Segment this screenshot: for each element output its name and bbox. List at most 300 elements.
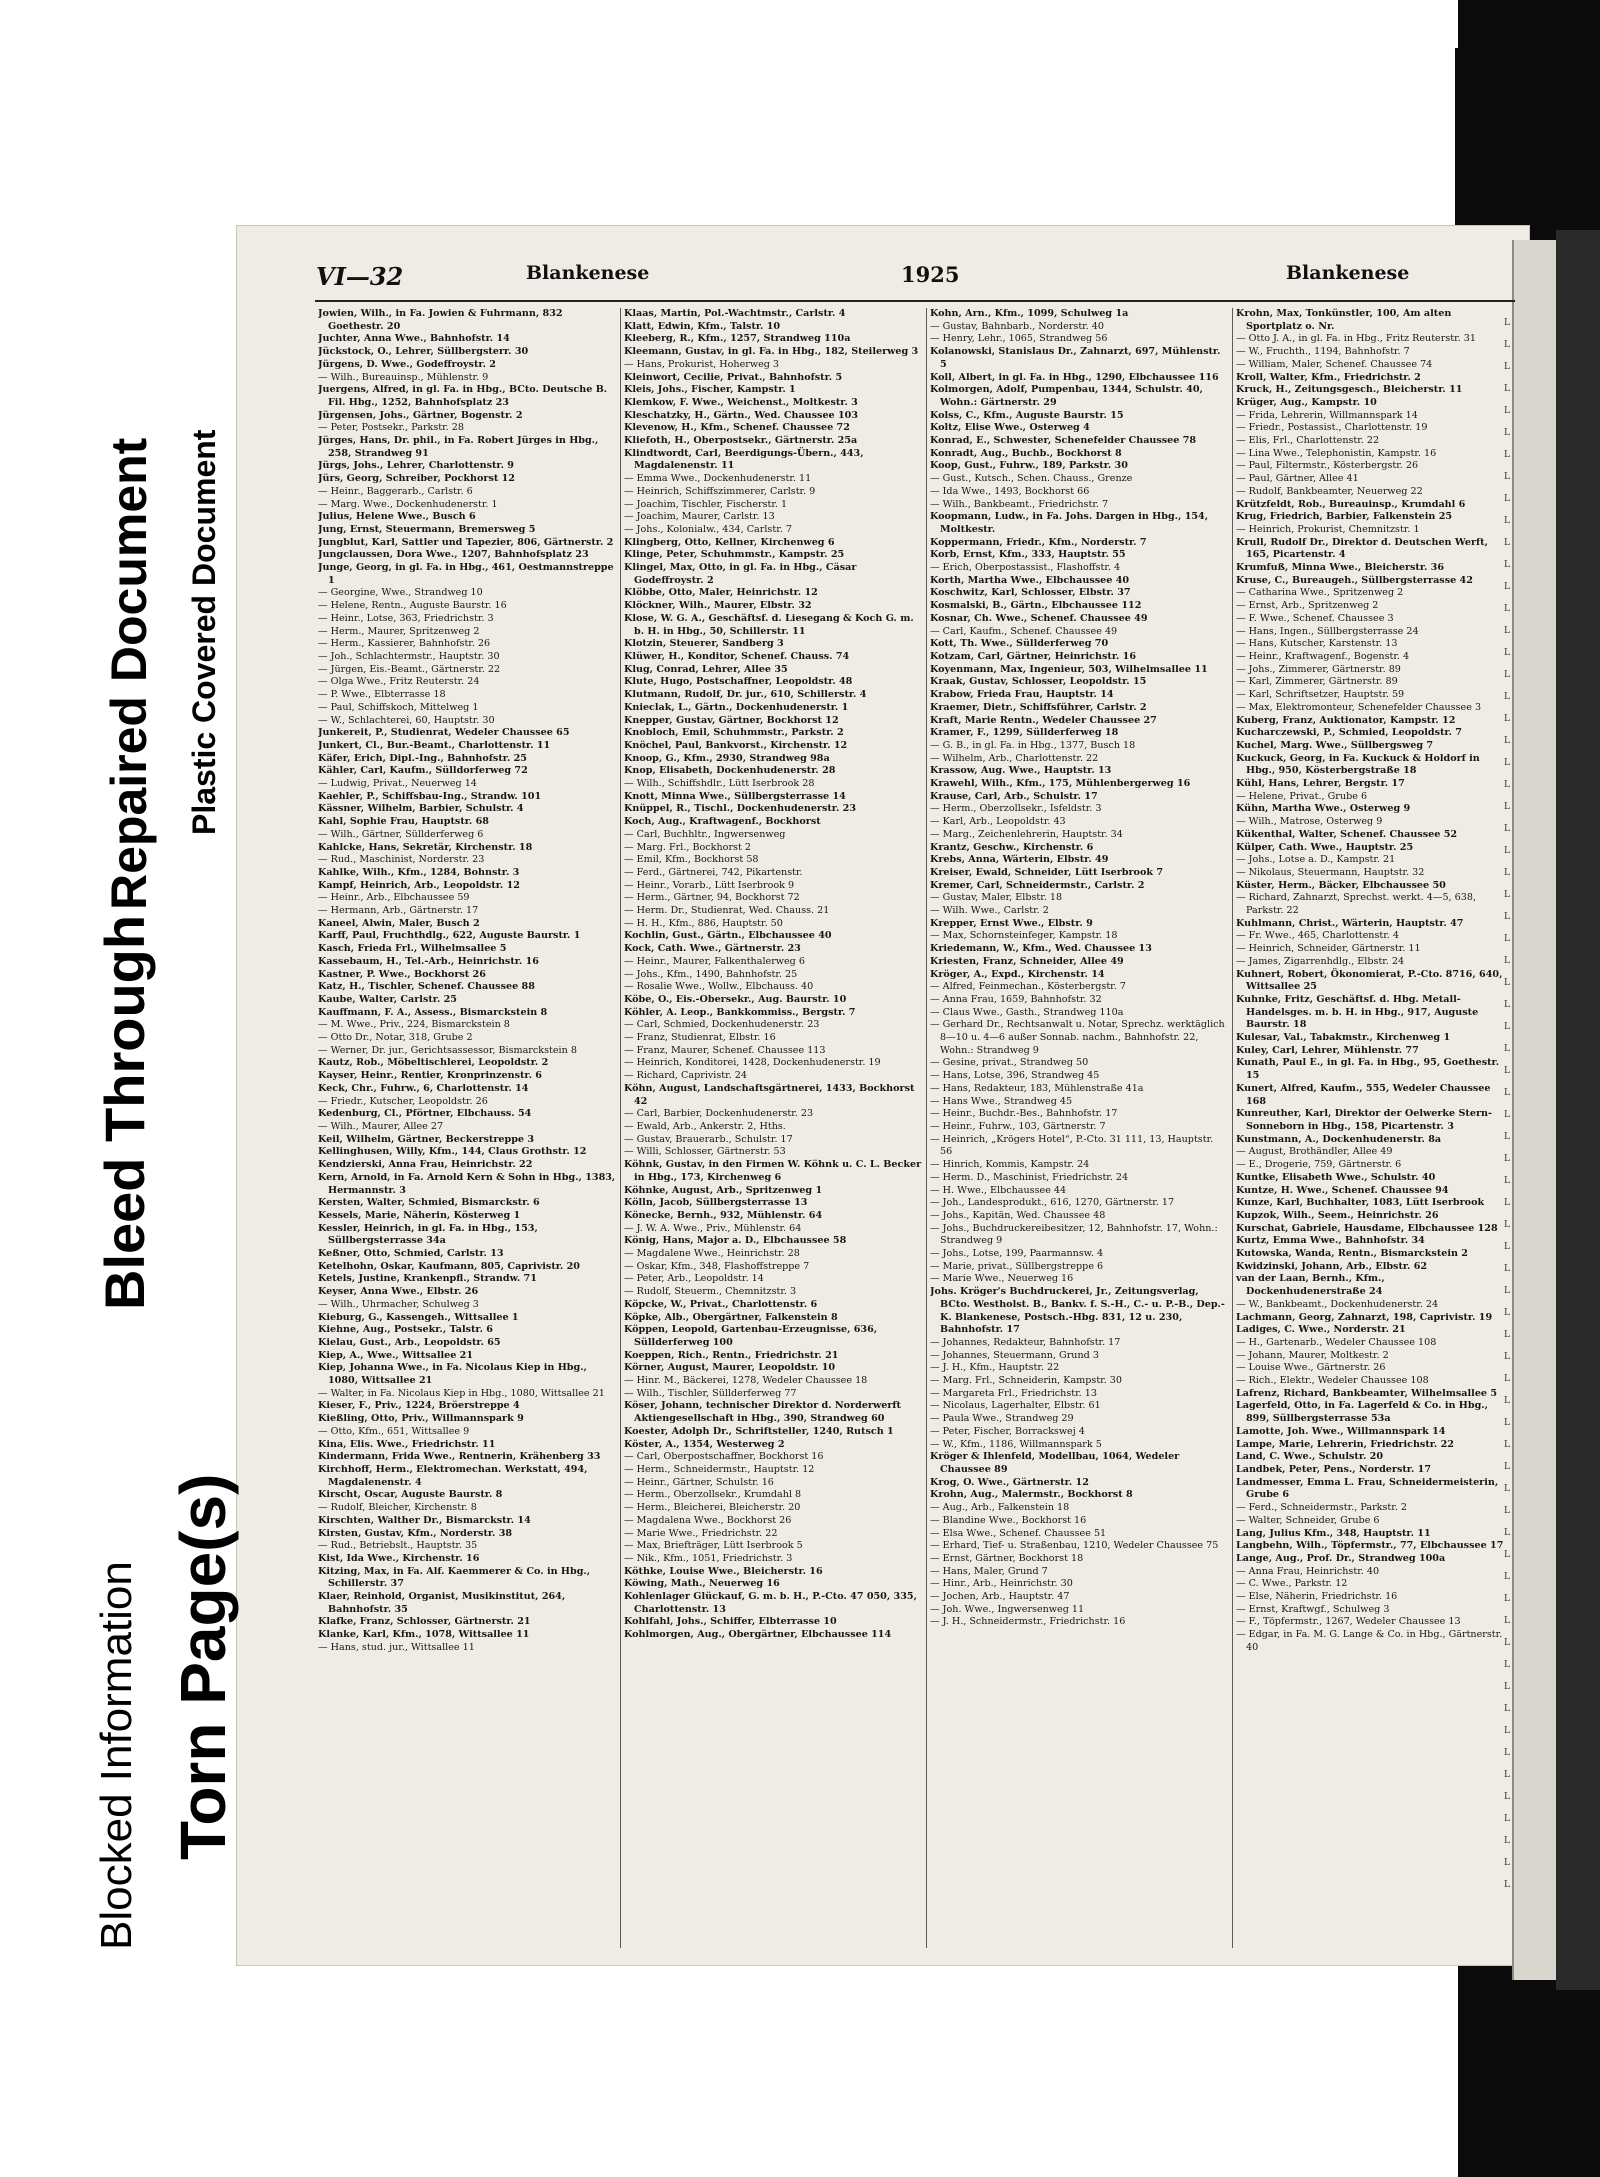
- directory-entry: — Hans, Ingen., Süllbergsterrasse 24: [1236, 625, 1419, 637]
- directory-entry: Keil, Wilhelm, Gärtner, Beckerstreppe 3: [318, 1133, 535, 1145]
- directory-entry: Kosnar, Ch. Wwe., Schenef. Chaussee 49: [930, 612, 1148, 624]
- directory-entry: Koltz, Elise Wwe., Osterweg 4: [930, 422, 1090, 434]
- directory-entry: — Olga Wwe., Fritz Reuterstr. 24: [318, 676, 480, 688]
- directory-entry: — Paul, Gärtner, Allee 41: [1236, 473, 1359, 485]
- directory-entry: Jungclaussen, Dora Wwe., 1207, Bahnhofsplatz 23: [318, 549, 589, 561]
- directory-entry: Kuhlmann, Christ., Wärterin, Hauptstr. 47: [1236, 917, 1464, 929]
- margin-letters: L L L L L L L L L L L L L L L L L L L L L L L L L L L L L L L L L L L L L L L L L L L L L L L L L L L L L L L L L L L L L L L L L L L L L L L L: [1504, 318, 1510, 1890]
- directory-entry: — Max, Schornsteinfeger, Kampstr. 18: [930, 930, 1118, 942]
- directory-entry: Kässner, Wilhelm, Barbier, Schulstr. 4: [318, 803, 524, 815]
- directory-entry: — Friedr., Kutscher, Leopoldstr. 26: [318, 1095, 488, 1107]
- directory-entry: Knieclak, L., Gärtn., Dockenhudenerstr. 1: [624, 701, 849, 713]
- directory-entry: — Wilh., Maurer, Allee 27: [318, 1121, 444, 1132]
- directory-entry: Kunreuther, Karl, Direktor der Oelwerke Stern-Sonneborn in Hbg., 158, Picartenstr. 3: [1236, 1108, 1492, 1132]
- directory-entry: — Nikolaus, Steuermann, Hauptstr. 32: [1236, 866, 1425, 878]
- directory-entry: — Heinr., Fuhrw., 103, Gärtnerstr. 7: [930, 1121, 1106, 1132]
- directory-entry: — H. H., Kfm., 886, Hauptstr. 50: [624, 917, 783, 929]
- directory-entry: — Johann, Maurer, Moltkestr. 2: [1236, 1349, 1389, 1361]
- directory-entry: Ketelhohn, Oskar, Kaufmann, 805, Caprivistr. 20: [318, 1260, 580, 1272]
- directory-entry: Käfer, Erich, Dipl.-Ing., Bahnhofstr. 25: [318, 752, 527, 764]
- directory-entry: — Wilh., Schiffshdlr., Lütt Iserbrook 28: [624, 778, 815, 790]
- directory-entry: — Herm., Maurer, Spritzenweg 2: [318, 625, 480, 637]
- directory-entry: — Magdalena Wwe., Bockhorst 26: [624, 1514, 792, 1526]
- directory-entry: — Hans, Maler, Grund 7: [930, 1565, 1048, 1577]
- directory-entry: — Anna Frau, Heinrichstr. 40: [1236, 1565, 1380, 1577]
- directory-entry: Kolanowski, Stanislaus Dr., Zahnarzt, 697, Mühlenstr. 5: [930, 346, 1221, 370]
- header-rule: [315, 300, 1515, 302]
- directory-entry: Jürges, Hans, Dr. phil., in Fa. Robert Jürges in Hbg., 258, Strandweg 91: [318, 435, 599, 459]
- directory-entry: Kirscht, Oscar, Auguste Baurstr. 8: [318, 1489, 503, 1501]
- directory-entry: Kunstmann, A., Dockenhudenerstr. 8a: [1236, 1133, 1442, 1145]
- directory-entry: Lang, Julius Kfm., 348, Hauptstr. 11: [1236, 1527, 1431, 1539]
- directory-entry: Lampe, Marie, Lehrerin, Friedrichstr. 22: [1236, 1438, 1454, 1450]
- directory-entry: — Hans, Prokurist, Hoherweg 3: [624, 358, 780, 370]
- directory-entry: — Hinrich, Kommis, Kampstr. 24: [930, 1159, 1090, 1171]
- directory-entry: — Wilhelm, Arb., Charlottenstr. 22: [930, 752, 1099, 764]
- directory-entry: Köhler, A. Leop., Bankkommiss., Bergstr. 7: [624, 1006, 856, 1018]
- directory-entry: Julius, Helene Wwe., Busch 6: [318, 511, 476, 523]
- directory-entry: Krull, Rudolf Dr., Direktor d. Deutschen Werft, 165, Picartenstr. 4: [1236, 536, 1488, 561]
- directory-entry: Kitzing, Max, in Fa. Alf. Kaemmerer & Co. in Hbg., Schillerstr. 37: [318, 1565, 591, 1590]
- directory-entry: Köpcke, W., Privat., Charlottenstr. 6: [624, 1298, 818, 1310]
- directory-entry: Kunze, Karl, Buchhalter, 1083, Lütt Iserbrook: [1236, 1197, 1485, 1209]
- directory-entry: Kirschten, Walther Dr., Bismarckstr. 14: [318, 1514, 531, 1526]
- directory-column-2: [624, 308, 922, 1948]
- directory-entry: Kohlmorgen, Aug., Obergärtner, Elbchaussee 114: [624, 1629, 892, 1641]
- directory-entry: Kolmorgen, Adolf, Pumpenbau, 1344, Schulstr. 40, Wohn.: Gärtnerstr. 29: [930, 384, 1203, 408]
- directory-entry: Kießling, Otto, Priv., Willmannspark 9: [318, 1413, 524, 1425]
- directory-entry: — Marg., Zeichenlehrerin, Hauptstr. 34: [930, 828, 1123, 840]
- directory-entry: Lafrenz, Richard, Bankbeamter, Wilhelmsallee 5: [1236, 1387, 1498, 1399]
- directory-column-1: [318, 308, 616, 1948]
- directory-entry: Kochlin, Gust., Gärtn., Elbchaussee 40: [624, 930, 832, 942]
- directory-entry: Land, C. Wwe., Schulstr. 20: [1236, 1451, 1384, 1463]
- directory-entry: Kunert, Alfred, Kaufm., 555, Wedeler Chaussee 168: [1236, 1082, 1491, 1107]
- directory-entry: — Max, Briefträger, Lütt Iserbrook 5: [624, 1540, 803, 1552]
- directory-entry: — W., Bankbeamt., Dockenhudenerstr. 24: [1236, 1298, 1439, 1310]
- directory-entry: — Gustav, Bahnbarb., Norderstr. 40: [930, 320, 1105, 332]
- directory-entry: Kedenburg, Cl., Pförtner, Elbchauss. 54: [318, 1108, 532, 1120]
- directory-entry: — Johs., Kfm., 1490, Bahnhofstr. 25: [624, 968, 798, 980]
- directory-entry: Kessels, Marie, Näherin, Kösterweg 1: [318, 1209, 521, 1221]
- directory-entry: Kleinwort, Cecilie, Privat., Bahnhofstr. 5: [624, 371, 843, 383]
- directory-entry: Korb, Ernst, Kfm., 333, Hauptstr. 55: [930, 549, 1126, 561]
- directory-entry: — Heinrich, Konditorei, 1428, Dockenhudenerstr. 19: [624, 1057, 881, 1069]
- directory-entry: — Marg. Frl., Schneiderin, Kampstr. 30: [930, 1375, 1123, 1387]
- directory-entry: — Heinrich, „Krögers Hotel“, P.-Cto. 31 111, 13, Hauptstr. 56: [930, 1133, 1214, 1158]
- directory-entry: — Wilh. Wwe., Carlstr. 2: [930, 905, 1049, 917]
- directory-entry: — Heinr., Baggerarb., Carlstr. 6: [318, 485, 473, 497]
- directory-entry: Kirchhoff, Herm., Elektromechan. Werkstatt, 494, Magdalenenstr. 4: [318, 1463, 588, 1488]
- directory-entry: — Louise Wwe., Gärtnerstr. 26: [1236, 1362, 1386, 1374]
- directory-entry: Koop, Gust., Fuhrw., 189, Parkstr. 30: [930, 460, 1128, 472]
- directory-entry: — Wilh., Bureauinsp., Mühlenstr. 9: [318, 371, 489, 383]
- directory-entry: Klüwer, H., Konditor, Schenef. Chauss. 74: [624, 650, 850, 662]
- directory-entry: Klutmann, Rudolf, Dr. jur., 610, Schillerstr. 4: [624, 689, 867, 701]
- directory-entry: Kremer, Carl, Schneidermstr., Carlstr. 2: [930, 879, 1145, 891]
- directory-entry: Kulesar, Val., Tabakmstr., Kirchenweg 1: [1236, 1032, 1451, 1044]
- directory-entry: — Herm., Kassierer, Bahnhofstr. 26: [318, 638, 491, 650]
- directory-entry: — Rud., Maschinist, Norderstr. 23: [318, 854, 485, 866]
- directory-entry: Kern, Arnold, in Fa. Arnold Kern & Sohn in Hbg., 1383, Hermannstr. 3: [318, 1171, 616, 1196]
- directory-entry: — Walter, Schneider, Grube 6: [1236, 1514, 1380, 1526]
- directory-entry: Kölln, Jacob, Süllbergsterrasse 13: [624, 1197, 808, 1209]
- directory-entry: — Marie, privat., Süllbergstreppe 6: [930, 1260, 1104, 1272]
- directory-entry: Kuley, Carl, Lehrer, Mühlenstr. 77: [1236, 1044, 1419, 1056]
- directory-entry: — Erhard, Tief- u. Straßenbau, 1210, Wedeler Chaussee 75: [930, 1540, 1219, 1552]
- directory-entry: — Otto, Kfm., 651, Wittsallee 9: [318, 1425, 470, 1437]
- directory-entry: Krawehl, Wilh., Kfm., 175, Mühlenbergerweg 16: [930, 778, 1191, 790]
- directory-entry: — Erich, Oberpostassist., Flashoffstr. 4: [930, 562, 1121, 574]
- directory-entry: Kautz, Rob., Möbeltischlerei, Leopoldstr. 2: [318, 1057, 549, 1069]
- directory-entry: — Johs., Kapitän, Wed. Chaussee 48: [930, 1209, 1106, 1221]
- directory-entry: Kleeberg, R., Kfm., 1257, Strandweg 110a: [624, 333, 851, 345]
- directory-entry: — Emil, Kfm., Bockhorst 58: [624, 854, 759, 866]
- directory-entry: — Carl, Schmied, Dockenhudenerstr. 23: [624, 1019, 820, 1031]
- directory-entry: — Margareta Frl., Friedrichstr. 13: [930, 1387, 1097, 1399]
- directory-entry: Kersten, Walter, Schmied, Bismarckstr. 6: [318, 1197, 540, 1209]
- directory-entry: Keßner, Otto, Schmied, Carlstr. 13: [318, 1248, 504, 1260]
- directory-entry: Kiep, Johanna Wwe., in Fa. Nicolaus Kiep in Hbg., 1080, Wittsallee 21: [318, 1362, 587, 1387]
- directory-entry: — Rich., Elektr., Wedeler Chaussee 108: [1236, 1375, 1429, 1387]
- directory-entry: Knüppel, R., Tischl., Dockenhudenerstr. 23: [624, 803, 857, 815]
- directory-entry: — Marg. Frl., Bockhorst 2: [624, 841, 751, 853]
- directory-entry: Jürgs, Johs., Lehrer, Charlottenstr. 9: [318, 460, 514, 472]
- page-number: VI—32: [316, 262, 404, 291]
- directory-entry: Köhnk, Gustav, in den Firmen W. Köhnk u. C. L. Becker in Hbg., 173, Kirchenweg 6: [624, 1159, 922, 1183]
- directory-entry: Kohlfahl, Johs., Schiffer, Elbterrasse 10: [624, 1616, 837, 1628]
- directory-entry: — Else, Näherin, Friedrichstr. 16: [1236, 1591, 1398, 1603]
- directory-entry: — Wilh., Matrose, Osterweg 9: [1236, 816, 1383, 828]
- directory-entry: — Ernst, Gärtner, Bockhorst 18: [930, 1552, 1084, 1564]
- directory-entry: Klose, W. G. A., Geschäftsf. d. Liesegang & Koch G. m. b. H. in Hbg., 50, Schillerstr. 11: [624, 612, 914, 637]
- directory-entry: — Ernst, Arb., Spritzenweg 2: [1236, 600, 1379, 612]
- directory-entry: — J. H., Schneidermstr., Friedrichstr. 16: [930, 1616, 1126, 1628]
- directory-entry: Knobloch, Emil, Schuhmmstr., Parkstr. 2: [624, 727, 844, 739]
- directory-entry: Kotzam, Carl, Gärtner, Heinrichstr. 16: [930, 650, 1137, 662]
- directory-entry: Krog, O. Wwe., Gärtnerstr. 12: [930, 1476, 1089, 1488]
- directory-entry: Koeppen, Rich., Rentn., Friedrichstr. 21: [624, 1349, 839, 1361]
- directory-entry: — Willi, Schlosser, Gärtnerstr. 53: [624, 1146, 786, 1158]
- directory-entry: — Lina Wwe., Telephonistin, Kampstr. 16: [1236, 447, 1437, 459]
- directory-entry: — Hans Wwe., Strandweg 45: [930, 1095, 1073, 1107]
- directory-entry: Korth, Martha Wwe., Elbchaussee 40: [930, 574, 1130, 586]
- directory-entry: Köhn, August, Landschaftsgärtnerei, 1433, Bockhorst 42: [624, 1082, 915, 1107]
- directory-entry: Kröger & Ihlenfeld, Modellbau, 1064, Wedeler Chaussee 89: [930, 1451, 1180, 1475]
- directory-entry: Köthke, Louise Wwe., Bleicherstr. 16: [624, 1565, 823, 1577]
- directory-entry: — Rudolf, Steuerm., Chemnitzstr. 3: [624, 1286, 797, 1298]
- directory-entry: Kieburg, G., Kassengeh., Wittsallee 1: [318, 1311, 519, 1323]
- label-bleed-through: Bleed Through: [93, 914, 156, 1310]
- running-head: [276, 262, 1506, 292]
- directory-entry: Krebs, Anna, Wärterin, Elbstr. 49: [930, 854, 1109, 866]
- directory-entry: — Gustav, Maler, Elbstr. 18: [930, 892, 1063, 904]
- directory-entry: — Wilh., Uhrmacher, Schulweg 3: [318, 1298, 479, 1310]
- directory-entry: — Werner, Dr. jur., Gerichtsassessor, Bismarckstein 8: [318, 1044, 577, 1056]
- directory-entry: Kunath, Paul E., in gl. Fa. in Hbg., 95, Goethestr. 15: [1236, 1057, 1500, 1082]
- directory-entry: — Marie Wwe., Neuerweg 16: [930, 1273, 1074, 1285]
- directory-entry: Krabow, Frieda Frau, Hauptstr. 14: [930, 689, 1114, 701]
- label-torn-pages: Torn Page(s): [167, 1473, 239, 1860]
- directory-entry: Johs. Kröger's Buchdruckerei, Jr., Zeitungsverlag, BCto. Westholst. B., Bankv. f. S.-H., C.- u. P.-B., Dep.-K. Blankenese, Postsch.-Hbg. 831, 12 u. 230, Bahnhofstr. 17: [930, 1286, 1225, 1336]
- directory-entry: — Carl, Kaufm., Schenef. Chaussee 49: [930, 625, 1118, 637]
- directory-entry: Krüger, Aug., Kampstr. 10: [1236, 396, 1377, 408]
- directory-entry: — Karl, Arb., Leopoldstr. 43: [930, 816, 1066, 828]
- directory-entry: Kiehne, Aug., Postsekr., Talstr. 6: [318, 1324, 493, 1336]
- directory-entry: Klafke, Franz, Schlosser, Gärtnerstr. 21: [318, 1616, 531, 1628]
- directory-entry: — Ida Wwe., 1493, Bockhorst 66: [930, 485, 1090, 497]
- directory-entry: — Johs., Buchdruckereibesitzer, 12, Bahnhofstr. 17, Wohn.: Strandweg 9: [930, 1222, 1218, 1247]
- directory-entry: — Peter, Arb., Leopoldstr. 14: [624, 1273, 764, 1285]
- directory-entry: — Karl, Zimmerer, Gärtnerstr. 89: [1236, 676, 1398, 688]
- directory-entry: Kauffmann, F. A., Assess., Bismarckstein 8: [318, 1006, 548, 1018]
- directory-entry: Kurtz, Emma Wwe., Bahnhofstr. 34: [1236, 1235, 1425, 1247]
- directory-entry: — Fr. Wwe., 465, Charlottenstr. 4: [1236, 930, 1399, 942]
- directory-entry: Köbe, O., Eis.-Obersekr., Aug. Baurstr. 10: [624, 993, 847, 1005]
- directory-entry: Kendzierski, Anna Frau, Heinrichstr. 22: [318, 1159, 533, 1171]
- directory-entry: — Oskar, Kfm., 348, Flashoffstreppe 7: [624, 1260, 810, 1272]
- directory-entry: — Anna Frau, 1659, Bahnhofstr. 32: [930, 993, 1102, 1005]
- directory-entry: Kindermann, Frida Wwe., Rentnerin, Krähenberg 33: [318, 1451, 601, 1463]
- directory-entry: Kreiser, Ewald, Schneider, Lütt Iserbrook 7: [930, 866, 1164, 878]
- directory-entry: — W., Fruchth., 1194, Bahnhofstr. 7: [1236, 346, 1410, 358]
- directory-entry: Kurschat, Gabriele, Hausdame, Elbchaussee 128: [1236, 1222, 1498, 1234]
- directory-entry: — Helene, Privat., Grube 6: [1236, 790, 1368, 802]
- directory-entry: Knott, Minna Wwe., Süllbergsterrasse 14: [624, 790, 846, 802]
- directory-entry: — James, Zigarrenhdlg., Elbstr. 24: [1236, 955, 1405, 967]
- directory-entry: Klug, Conrad, Lehrer, Allee 35: [624, 663, 788, 675]
- directory-entry: Kayser, Heinr., Rentier, Kronprinzenstr. 6: [318, 1070, 542, 1082]
- directory-entry: Kuckuck, Georg, in Fa. Kuckuck & Holdorf in Hbg., 950, Kösterbergstraße 18: [1236, 752, 1480, 777]
- directory-entry: Kampf, Heinrich, Arb., Leopoldstr. 12: [318, 879, 520, 891]
- directory-entry: Junge, Georg, in gl. Fa. in Hbg., 461, Oestmannstreppe 1: [318, 562, 614, 586]
- directory-entry: Kaehler, P., Schiffsbau-Ing., Strandw. 101: [318, 790, 542, 802]
- directory-entry: Kuntze, H. Wwe., Schenef. Chaussee 94: [1236, 1184, 1449, 1196]
- directory-entry: — G. B., in gl. Fa. in Hbg., 1377, Busch 18: [930, 739, 1136, 751]
- directory-entry: — Heinr., Maurer, Falkenthalerweg 6: [624, 955, 805, 967]
- directory-entry: — Franz, Studienrat, Elbstr. 16: [624, 1032, 776, 1044]
- directory-entry: Kolss, C., Kfm., Auguste Baurstr. 15: [930, 409, 1124, 421]
- directory-entry: — Nicolaus, Lagerhalter, Elbstr. 61: [930, 1400, 1101, 1412]
- directory-entry: Klinge, Peter, Schuhmmstr., Kampstr. 25: [624, 549, 845, 561]
- directory-entry: — Heinr., Gärtner, Schulstr. 16: [624, 1476, 774, 1488]
- directory-entry: Jowien, Wilh., in Fa. Jowien & Fuhrmann, 832 Goethestr. 20: [318, 308, 563, 332]
- directory-entry: Kraak, Gustav, Schlosser, Leopoldstr. 15: [930, 676, 1147, 688]
- directory-entry: Könecke, Bernh., 932, Mühlenstr. 64: [624, 1209, 823, 1221]
- directory-entry: Lachmann, Georg, Zahnarzt, 198, Caprivistr. 19: [1236, 1311, 1493, 1323]
- directory-entry: Klöbbe, Otto, Maler, Heinrichstr. 12: [624, 587, 818, 599]
- directory-entry: Köwing, Math., Neuerweg 16: [624, 1578, 780, 1590]
- directory-entry: Kaneel, Alwin, Maler, Busch 2: [318, 917, 480, 929]
- directory-entry: — Herm., Oberzollsekr., Krumdahl 8: [624, 1489, 802, 1501]
- directory-entry: Kessler, Heinrich, in gl. Fa. in Hbg., 153, Süllbergsterrasse 34a: [318, 1222, 538, 1247]
- column-divider: [1232, 308, 1233, 1948]
- directory-entry: Kahlcke, Hans, Sekretär, Kirchenstr. 18: [318, 841, 533, 853]
- directory-entry: Kuhnert, Robert, Ökonomierat, P.-Cto. 8716, 640, Wittsallee 25: [1236, 968, 1503, 993]
- directory-entry: Klaer, Reinhold, Organist, Musikinstitut, 264, Bahnhofstr. 35: [318, 1591, 566, 1615]
- directory-entry: Klingberg, Otto, Kellner, Kirchenweg 6: [624, 536, 835, 548]
- directory-entry: Kohn, Arn., Kfm., 1099, Schulweg 1a: [930, 308, 1129, 319]
- directory-entry: — Herm. D., Maschinist, Friedrichstr. 24: [930, 1171, 1129, 1183]
- directory-column-4: [1236, 308, 1504, 1948]
- directory-entry: — E., Drogerie, 759, Gärtnerstr. 6: [1236, 1159, 1402, 1171]
- directory-entry: Kiep, A., Wwe., Wittsallee 21: [318, 1349, 474, 1361]
- directory-entry: Kliefoth, H., Oberpostsekr., Gärtnerstr. 25a: [624, 435, 858, 447]
- directory-entry: Klute, Hugo, Postschaffner, Leopoldstr. 48: [624, 676, 853, 688]
- directory-entry: — Rud., Betriebslt., Hauptstr. 35: [318, 1540, 478, 1552]
- directory-entry: — Max, Elektromonteur, Schenefelder Chaussee 3: [1236, 701, 1482, 713]
- directory-entry: — Magdalene Wwe., Heinrichstr. 28: [624, 1248, 800, 1260]
- directory-entry: Junkereit, P., Studienrat, Wedeler Chaussee 65: [318, 727, 570, 739]
- directory-entry: Kock, Cath. Wwe., Gärtnerstr. 23: [624, 943, 801, 955]
- directory-entry: Köpke, Alb., Obergärtner, Falkenstein 8: [624, 1311, 838, 1323]
- directory-entry: Kleis, Johs., Fischer, Kampstr. 1: [624, 384, 796, 396]
- directory-entry: Köhnke, August, Arb., Spritzenweg 1: [624, 1184, 823, 1196]
- directory-entry: — Joachim, Tischler, Fischerstr. 1: [624, 498, 788, 510]
- label-repaired-document: Repaired Document: [101, 437, 157, 910]
- directory-entry: Ladiges, C. Wwe., Norderstr. 21: [1236, 1324, 1406, 1336]
- directory-entry: Jung, Ernst, Steuermann, Bremersweg 5: [318, 523, 536, 535]
- directory-entry: — Gesine, privat., Strandweg 50: [930, 1057, 1089, 1069]
- directory-entry: Klöckner, Wilh., Maurer, Elbstr. 32: [624, 600, 812, 612]
- directory-entry: Kühl, Hans, Lehrer, Bergstr. 17: [1236, 778, 1405, 790]
- directory-entry: — Ewald, Arb., Ankerstr. 2, Hths.: [624, 1121, 786, 1132]
- directory-entry: — Emma Wwe., Dockenhudenerstr. 11: [624, 473, 812, 485]
- directory-entry: — Ernst, Kraftwgf., Schulweg 3: [1236, 1603, 1390, 1615]
- directory-entry: Kieser, F., Priv., 1224, Bröerstreppe 4: [318, 1400, 520, 1412]
- directory-entry: — Hermann, Arb., Gärtnerstr. 17: [318, 905, 479, 917]
- directory-entry: — Wilh., Gärtner, Süllderferweg 6: [318, 828, 484, 840]
- directory-entry: van der Laan, Bernh., Kfm., Dockenhudenerstraße 24: [1236, 1273, 1385, 1298]
- directory-entry: — C. Wwe., Parkstr. 12: [1236, 1578, 1348, 1590]
- directory-entry: Langbehn, Wilh., Töpfermstr., 77, Elbchaussee 17: [1236, 1540, 1504, 1552]
- directory-entry: — Jochen, Arb., Hauptstr. 47: [930, 1591, 1070, 1603]
- directory-entry: — Herm. Dr., Studienrat, Wed. Chauss. 21: [624, 905, 830, 917]
- directory-entry: — Aug., Arb., Falkenstein 18: [930, 1502, 1070, 1514]
- directory-entry: Koch, Aug., Kraftwagenf., Bockhorst: [624, 816, 821, 828]
- directory-entry: — Rudolf, Bankbeamter, Neuerweg 22: [1236, 485, 1423, 497]
- directory-entry: Kraft, Marie Rentn., Wedeler Chaussee 27: [930, 714, 1157, 726]
- directory-entry: — Heinr., Lotse, 363, Friedrichstr. 3: [318, 612, 494, 624]
- directory-entry: Koschwitz, Karl, Schlosser, Elbstr. 37: [930, 587, 1131, 599]
- directory-entry: — Peter, Fischer, Borrackswej 4: [930, 1425, 1085, 1437]
- directory-entry: — Henry, Lehr., 1065, Strandweg 56: [930, 333, 1108, 345]
- directory-entry: Ketels, Justine, Krankenpfl., Strandw. 71: [318, 1273, 537, 1285]
- directory-entry: Kriedemann, W., Kfm., Wed. Chaussee 13: [930, 943, 1152, 955]
- directory-entry: — Joh., Landesprodukt., 616, 1270, Gärtnerstr. 17: [930, 1197, 1175, 1209]
- directory-entry: Knepper, Gustav, Gärtner, Bockhorst 12: [624, 714, 839, 726]
- directory-entry: Kriesten, Franz, Schneider, Allee 49: [930, 955, 1124, 967]
- directory-entry: — Gust., Kutsch., Schen. Chauss., Grenze: [930, 473, 1133, 485]
- directory-entry: Klevenow, H., Kfm., Schenef. Chaussee 72: [624, 422, 850, 434]
- directory-entry: Kuberg, Franz, Auktionator, Kampstr. 12: [1236, 714, 1456, 726]
- directory-entry: Jürs, Georg, Schreiber, Pockhorst 12: [318, 473, 515, 485]
- directory-entry: Klanke, Karl, Kfm., 1078, Wittsallee 11: [318, 1629, 530, 1641]
- directory-entry: Kist, Ida Wwe., Kirchenstr. 16: [318, 1552, 480, 1564]
- directory-entry: Kraemer, Dietr., Schiffsführer, Carlstr. 2: [930, 701, 1147, 713]
- directory-entry: — Frida, Lehrerin, Willmannspark 14: [1236, 409, 1418, 421]
- directory-entry: — Friedr., Postassist., Charlottenstr. 19: [1236, 422, 1428, 434]
- directory-entry: — Johs., Lotse a. D., Kampstr. 21: [1236, 854, 1396, 866]
- directory-entry: Kahl, Sophie Frau, Hauptstr. 68: [318, 816, 489, 828]
- directory-entry: Keyser, Anna Wwe., Elbstr. 26: [318, 1286, 479, 1298]
- directory-entry: Kleemann, Gustav, in gl. Fa. in Hbg., 182, Steilerweg 3: [624, 346, 919, 358]
- directory-entry: — Paul, Filtermstr., Kösterbergstr. 26: [1236, 460, 1419, 472]
- directory-entry: Klatt, Edwin, Kfm., Talstr. 10: [624, 320, 781, 332]
- directory-entry: — H. Wwe., Elbchaussee 44: [930, 1184, 1067, 1196]
- directory-entry: — Carl, Buchhltr., Ingwersenweg: [624, 828, 786, 840]
- directory-entry: Jürgensen, Johs., Gärtner, Bogenstr. 2: [318, 409, 523, 421]
- directory-entry: Köster, A., 1354, Westerweg 2: [624, 1438, 785, 1450]
- directory-entry: — Jürgen, Eis.-Beamt., Gärtnerstr. 22: [318, 663, 501, 675]
- label-plastic-covered: Plastic Covered Document: [186, 429, 222, 835]
- column-divider: [620, 308, 621, 1948]
- directory-entry: — F., Töpfermstr., 1267, Wedeler Chaussee 13: [1236, 1616, 1461, 1628]
- directory-entry: Kohlenlager Glückauf, G. m. b. H., P.-Cto. 47 050, 335, Charlottenstr. 13: [624, 1591, 917, 1615]
- directory-entry: Kellinghusen, Willy, Kfm., 144, Claus Grothstr. 12: [318, 1146, 587, 1158]
- directory-entry: — Paul, Schiffskoch, Mittelweg 1: [318, 701, 479, 713]
- directory-entry: — Blandine Wwe., Bockhorst 16: [930, 1514, 1087, 1526]
- directory-entry: Kramer, F., 1299, Süllderferweg 18: [930, 727, 1119, 739]
- directory-entry: — F. Wwe., Schenef. Chaussee 3: [1236, 612, 1394, 624]
- directory-entry: — Johannes, Redakteur, Bahnhofstr. 17: [930, 1336, 1121, 1348]
- directory-entry: Koll, Albert, in gl. Fa. in Hbg., 1290, Elbchaussee 116: [930, 371, 1219, 383]
- directory-entry: Körner, August, Maurer, Leopoldstr. 10: [624, 1362, 836, 1374]
- directory-entry: Klingel, Max, Otto, in gl. Fa. in Hbg., Cäsar Godeffroystr. 2: [624, 562, 857, 586]
- directory-entry: Kupzok, Wilh., Seem., Heinrichstr. 26: [1236, 1209, 1439, 1221]
- directory-entry: Landbek, Peter, Pens., Norderstr. 17: [1236, 1463, 1431, 1475]
- directory-entry: — M. Wwe., Priv., 224, Bismarckstein 8: [318, 1019, 510, 1031]
- directory-entry: Knöchel, Paul, Bankvorst., Kirchenstr. 12: [624, 739, 848, 751]
- directory-entry: Kuhnke, Fritz, Geschäftsf. d. Hbg. Metall-Handelsges. m. b. H. in Hbg., 917, Auguste Baurstr. 18: [1236, 993, 1479, 1031]
- directory-entry: — Elsa Wwe., Schenef. Chaussee 51: [930, 1527, 1107, 1539]
- directory-entry: — P. Wwe., Elbterrasse 18: [318, 689, 446, 701]
- directory-entry: — Edgar, in Fa. M. G. Lange & Co. in Hbg., Gärtnerstr. 40: [1236, 1629, 1503, 1653]
- directory-entry: Kükenthal, Walter, Schenef. Chaussee 52: [1236, 828, 1458, 840]
- directory-entry: Kasch, Frieda Frl., Wilhelmsallee 5: [318, 943, 507, 955]
- directory-entry: — Heinrich, Prokurist, Chemnitzstr. 1: [1236, 523, 1420, 535]
- directory-entry: Kröger, A., Expd., Kirchenstr. 14: [930, 968, 1105, 980]
- directory-entry: — Heinr., Kraftwagenf., Bogenstr. 4: [1236, 650, 1410, 662]
- directory-entry: — Heinrich, Schiffszimmerer, Carlstr. 9: [624, 485, 816, 497]
- directory-entry: — Karl, Schriftsetzer, Hauptstr. 59: [1236, 689, 1405, 701]
- directory-entry: Külper, Cath. Wwe., Hauptstr. 25: [1236, 841, 1414, 853]
- directory-entry: — Joh. Wwe., Ingwersenweg 11: [930, 1603, 1085, 1615]
- directory-entry: — J. W. A. Wwe., Priv., Mühlenstr. 64: [624, 1222, 802, 1234]
- directory-entry: — Herm., Bleicherei, Bleicherstr. 20: [624, 1502, 801, 1514]
- directory-entry: — Wilh., Bankbeamt., Friedrichstr. 7: [930, 498, 1109, 510]
- directory-entry: Kaube, Walter, Carlstr. 25: [318, 993, 457, 1005]
- directory-entry: — Alfred, Feinmechan., Kösterbergstr. 7: [930, 981, 1126, 993]
- adjacent-page-strip: [1512, 240, 1556, 1980]
- directory-entry: — Richard, Zahnarzt, Sprechst. werkt. 4—5, 638, Parkstr. 22: [1236, 892, 1477, 917]
- directory-entry: Knop, Elisabeth, Dockenhudenerstr. 28: [624, 765, 836, 777]
- directory-entry: Klindtwordt, Carl, Beerdigungs-Übern., 443, Magdalenenstr. 11: [624, 447, 864, 472]
- directory-entry: — Hans, Kutscher, Karstenstr. 13: [1236, 638, 1398, 650]
- directory-entry: Krantz, Geschw., Kirchenstr. 6: [930, 841, 1094, 853]
- directory-entry: Juchter, Anna Wwe., Bahnhofstr. 14: [318, 333, 510, 345]
- directory-entry: Kuchel, Marg. Wwe., Süllbergsweg 7: [1236, 739, 1434, 751]
- running-head-right: Blankenese: [1286, 262, 1410, 284]
- directory-entry: Koppermann, Friedr., Kfm., Norderstr. 7: [930, 536, 1147, 548]
- directory-entry: — Johs., Kolonialw., 434, Carlstr. 7: [624, 523, 792, 535]
- directory-entry: Karff, Paul, Fruchthdlg., 622, Auguste Baurstr. 1: [318, 930, 581, 942]
- directory-entry: Krützfeldt, Rob., Bureauinsp., Krumdahl 6: [1236, 498, 1466, 510]
- directory-entry: Juergens, Alfred, in gl. Fa. in Hbg., BCto. Deutsche B. Fil. Hbg., 1252, Bahnhofsplatz 23: [318, 384, 608, 408]
- directory-entry: Knoop, G., Kfm., 2930, Strandweg 98a: [624, 752, 830, 764]
- directory-entry: Kastner, P. Wwe., Bockhorst 26: [318, 968, 486, 980]
- directory-entry: König, Hans, Major a. D., Elbchaussee 58: [624, 1235, 847, 1247]
